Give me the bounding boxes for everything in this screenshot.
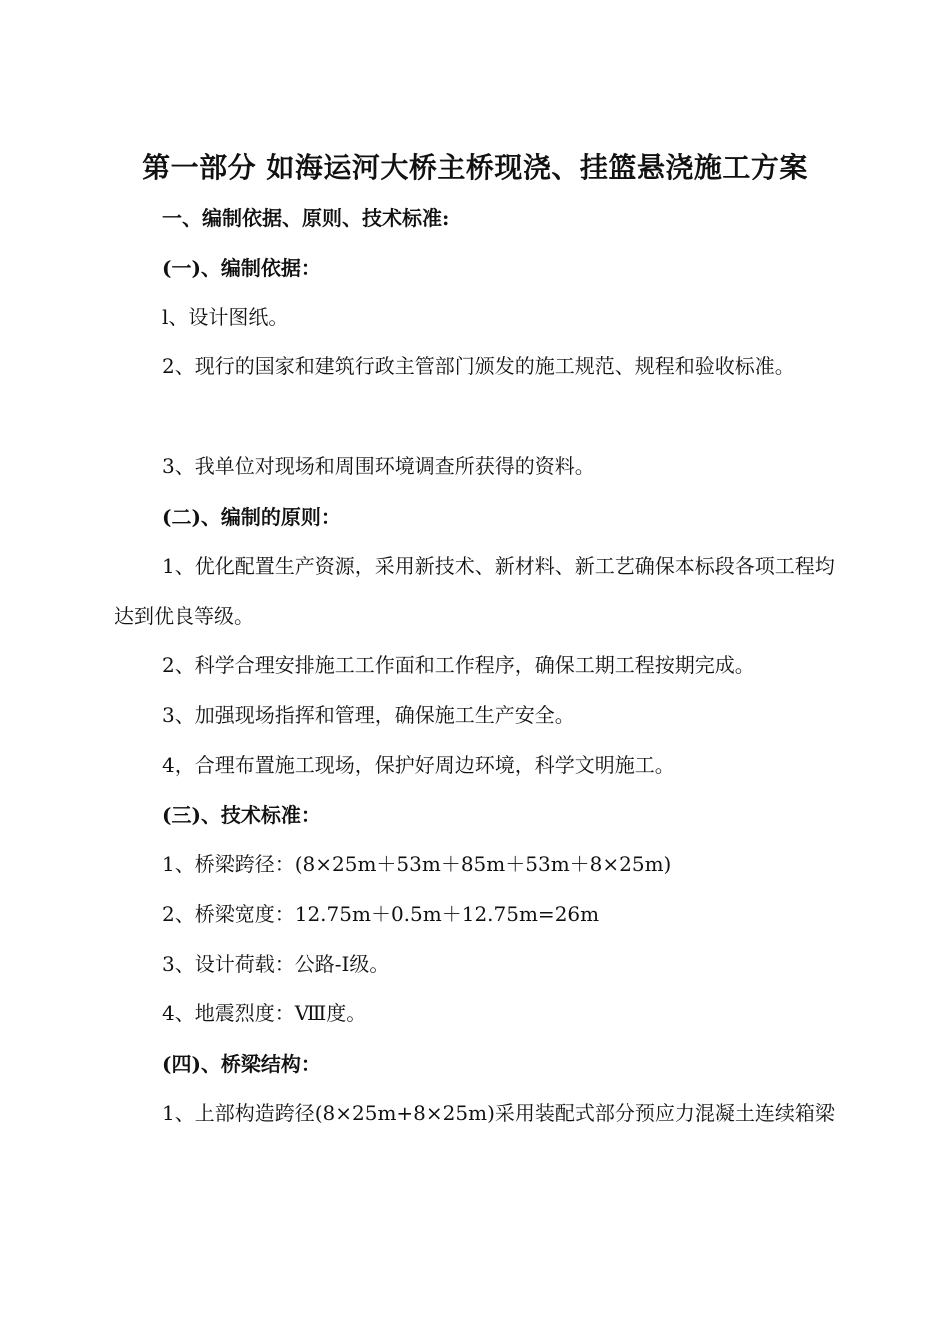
- list-item: 1、优化配置生产资源，采用新技术、新材料、新工艺确保本标段各项工程均达到优良等级。: [114, 554, 835, 628]
- subsection-heading-4: (四)、桥梁结构：: [162, 1052, 321, 1076]
- list-item: 3、加强现场指挥和管理，确保施工生产安全。: [162, 703, 575, 727]
- list-item: 2、桥梁宽度：12.75m＋0.5m＋12.75m=26m: [162, 902, 600, 926]
- subsection-heading-2: (二)、编制的原则：: [162, 505, 341, 529]
- list-item: 1、上部构造跨径(8×25m+8×25m)采用装配式部分预应力混凝土连续箱梁: [162, 1101, 835, 1125]
- document-title: 第一部分 如海运河大桥主桥现浇、挂篮悬浇施工方案: [142, 151, 808, 184]
- list-item: 1、桥梁跨径：(8×25m＋53m＋85m＋53m＋8×25m): [162, 852, 672, 876]
- subsection-heading-1: (一)、编制依据：: [162, 256, 321, 280]
- list-item: 3、设计荷载：公路-I级。: [162, 952, 390, 976]
- list-item: l、设计图纸。: [162, 305, 289, 329]
- subsection-heading-3: (三)、技术标准：: [162, 803, 321, 827]
- list-item: 2、现行的国家和建筑行政主管部门颁发的施工规范、规程和验收标准。: [162, 354, 795, 378]
- section-heading-1: 一、编制依据、原则、技术标准:: [162, 206, 450, 230]
- list-item: 4、地震烈度：Ⅷ度。: [162, 1001, 367, 1025]
- list-item: 3、我单位对现场和周围环境调查所获得的资料。: [162, 454, 595, 478]
- list-item: 4，合理布置施工现场，保护好周边环境，科学文明施工。: [162, 753, 675, 777]
- list-item: 2、科学合理安排施工工作面和工作程序，确保工期工程按期完成。: [162, 653, 755, 677]
